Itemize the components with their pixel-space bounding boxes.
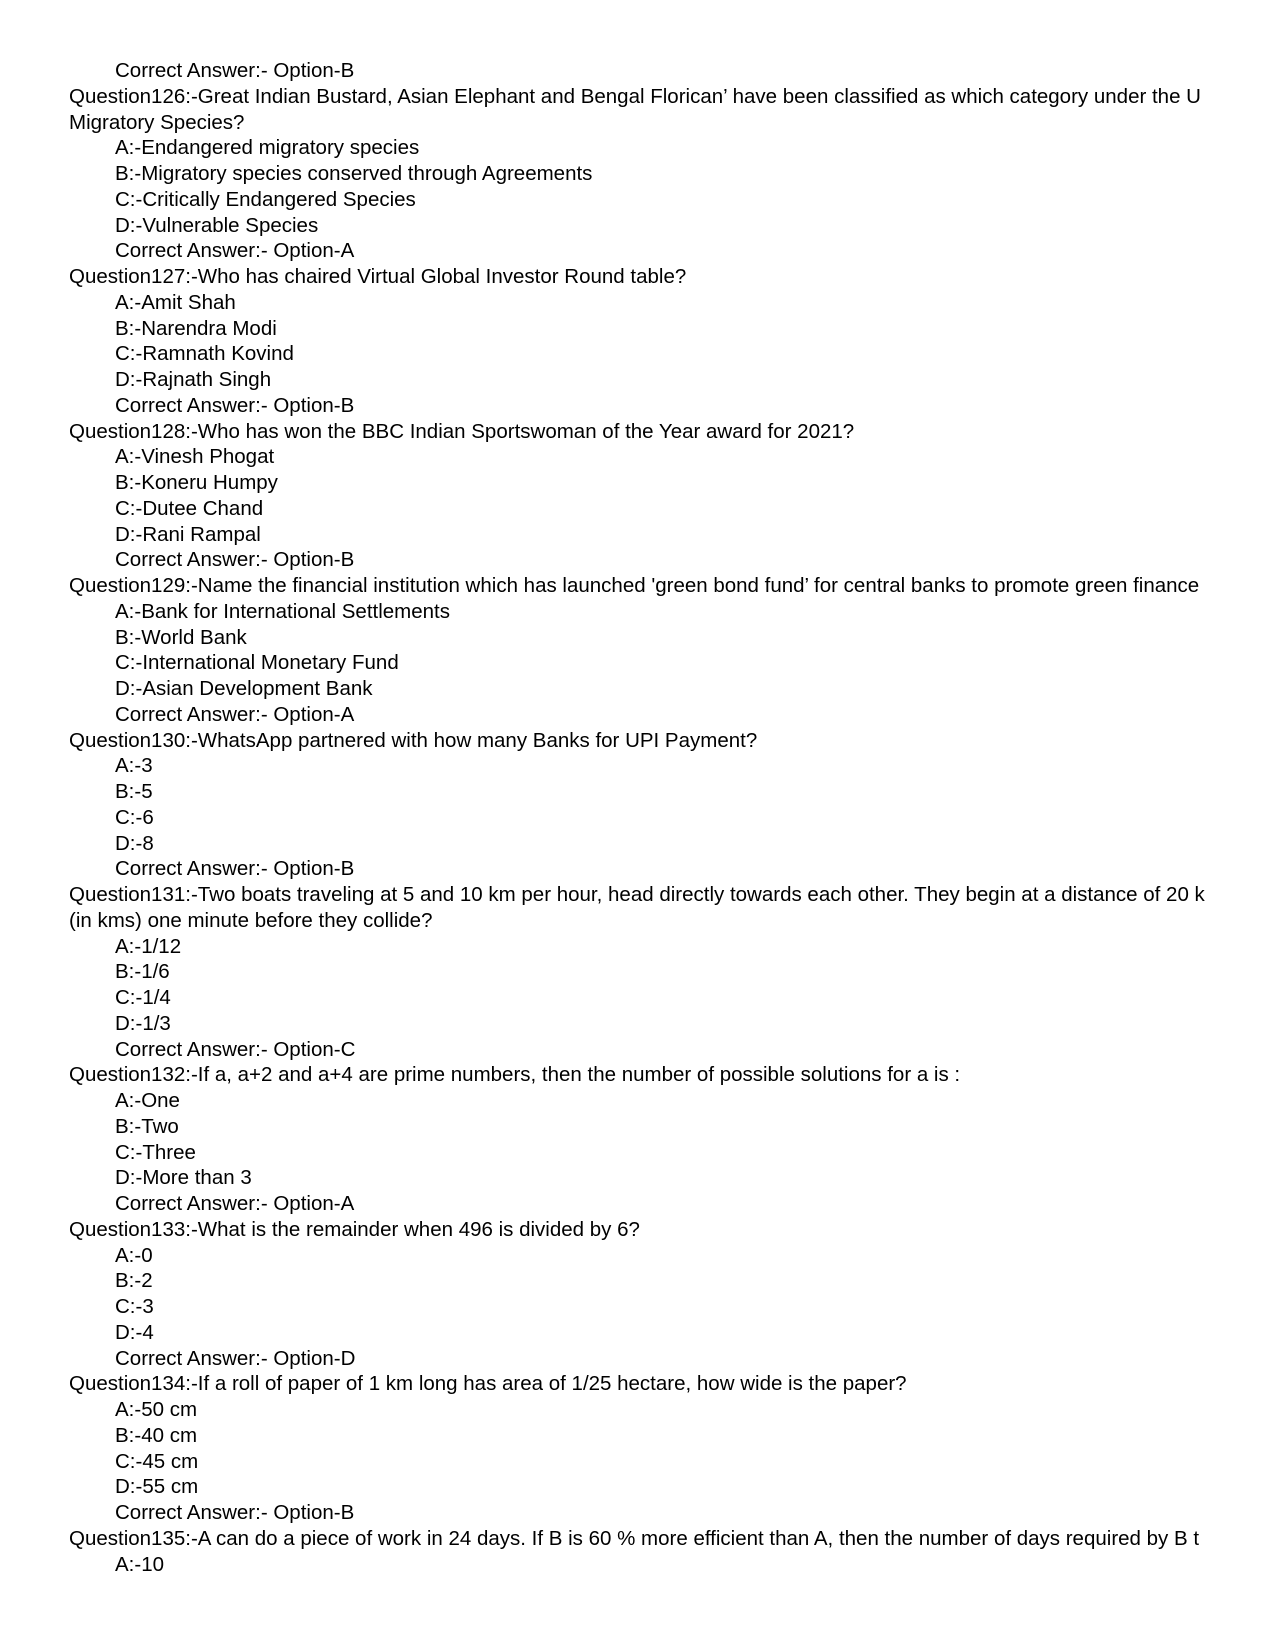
question-text: Question126:-Great Indian Bustard, Asian Elephant and Bengal Florican’ have been classified as which category under the U <box>69 84 1201 108</box>
answer-option: D:-Rani Rampal <box>115 522 261 546</box>
question-text: (in kms) one minute before they collide? <box>69 908 433 932</box>
answer-option: A:-Bank for International Settlements <box>115 599 451 623</box>
correct-answer: Correct Answer:- Option-B <box>115 1501 355 1524</box>
answer-option: C:-International Monetary Fund <box>115 651 399 675</box>
answer-option: A:-1/12 <box>115 934 182 958</box>
correct-answer: Correct Answer:- Option-B <box>115 857 355 881</box>
answer-option: D:-More than 3 <box>115 1166 252 1190</box>
question-text: Question128:-Who has won the BBC Indian Sportswoman of the Year award for 2021? <box>69 419 855 443</box>
answer-option: D:-Asian Development Bank <box>115 677 373 700</box>
question-text: Question127:-Who has chaired Virtual Global Investor Round table? <box>69 265 687 288</box>
question-text: Question133:-What is the remainder when 496 is divided by 6? <box>69 1217 640 1241</box>
answer-option: D:-8 <box>115 831 154 855</box>
answer-option: B:-2 <box>115 1269 153 1293</box>
answer-option: B:-Two <box>115 1114 179 1138</box>
answer-option: A:-3 <box>115 754 153 778</box>
question-text: Question130:-WhatsApp partnered with how many Banks for UPI Payment? <box>69 728 758 752</box>
answer-option: D:-55 cm <box>115 1475 199 1499</box>
answer-option: C:-6 <box>115 805 154 829</box>
question-text: Migratory Species? <box>69 110 245 134</box>
question-text: Question134:-If a roll of paper of 1 km long has area of 1/25 hectare, how wide is the paper? <box>69 1372 907 1396</box>
answer-option: A:-0 <box>115 1243 153 1267</box>
answer-option: C:-Critically Endangered Species <box>115 187 416 211</box>
answer-option: D:-4 <box>115 1320 154 1344</box>
question-text: Question131:-Two boats traveling at 5 and 10 km per hour, head directly towards each other. They begin at a distance of 20 k <box>69 883 1205 906</box>
answer-option: A:-Vinesh Phogat <box>115 445 275 469</box>
answer-option: D:-1/3 <box>115 1011 171 1035</box>
answer-option: C:-Three <box>115 1140 196 1164</box>
question-text: Question135:-A can do a piece of work in 24 days. If B is 60 % more efficient than A, then the number of days required by B t <box>69 1526 1200 1550</box>
correct-answer: Correct Answer:- Option-D <box>115 1346 356 1370</box>
answer-option: D:-Vulnerable Species <box>115 213 319 237</box>
question-text: Question129:-Name the financial institution which has launched 'green bond fund’ for central banks to promote green finance <box>69 574 1200 597</box>
answer-option: A:-One <box>115 1089 180 1112</box>
correct-answer: Correct Answer:- Option-A <box>115 239 355 263</box>
answer-option: B:-Narendra Modi <box>115 316 277 340</box>
answer-option: C:-45 cm <box>115 1449 199 1473</box>
question-text: Question132:-If a, a+2 and a+4 are prime numbers, then the number of possible solutions for a is : <box>69 1063 961 1087</box>
answer-option: A:-50 cm <box>115 1398 198 1421</box>
answer-option: B:-40 cm <box>115 1423 198 1447</box>
answer-option: C:-1/4 <box>115 986 171 1009</box>
answer-option: D:-Rajnath Singh <box>115 368 272 391</box>
answer-option: B:-Koneru Humpy <box>115 471 278 494</box>
answer-option: C:-Dutee Chand <box>115 496 264 520</box>
correct-answer: Correct Answer:- Option-A <box>115 702 355 726</box>
correct-answer: Correct Answer:- Option-B <box>115 59 355 82</box>
correct-answer: Correct Answer:- Option-B <box>115 393 355 417</box>
correct-answer: Correct Answer:- Option-B <box>115 548 355 572</box>
answer-option: B:-5 <box>115 780 153 803</box>
correct-answer: Correct Answer:- Option-C <box>115 1037 356 1061</box>
answer-option: C:-Ramnath Kovind <box>115 342 294 366</box>
answer-option: B:-Migratory species conserved through Agreements <box>115 162 593 185</box>
answer-option: C:-3 <box>115 1295 154 1318</box>
correct-answer: Correct Answer:- Option-A <box>115 1192 355 1215</box>
answer-option: A:-Endangered migratory species <box>115 136 420 160</box>
answer-option: B:-World Bank <box>115 625 247 649</box>
answer-option: B:-1/6 <box>115 960 170 984</box>
answer-option: A:-Amit Shah <box>115 290 236 314</box>
answer-option: A:-10 <box>115 1552 164 1576</box>
